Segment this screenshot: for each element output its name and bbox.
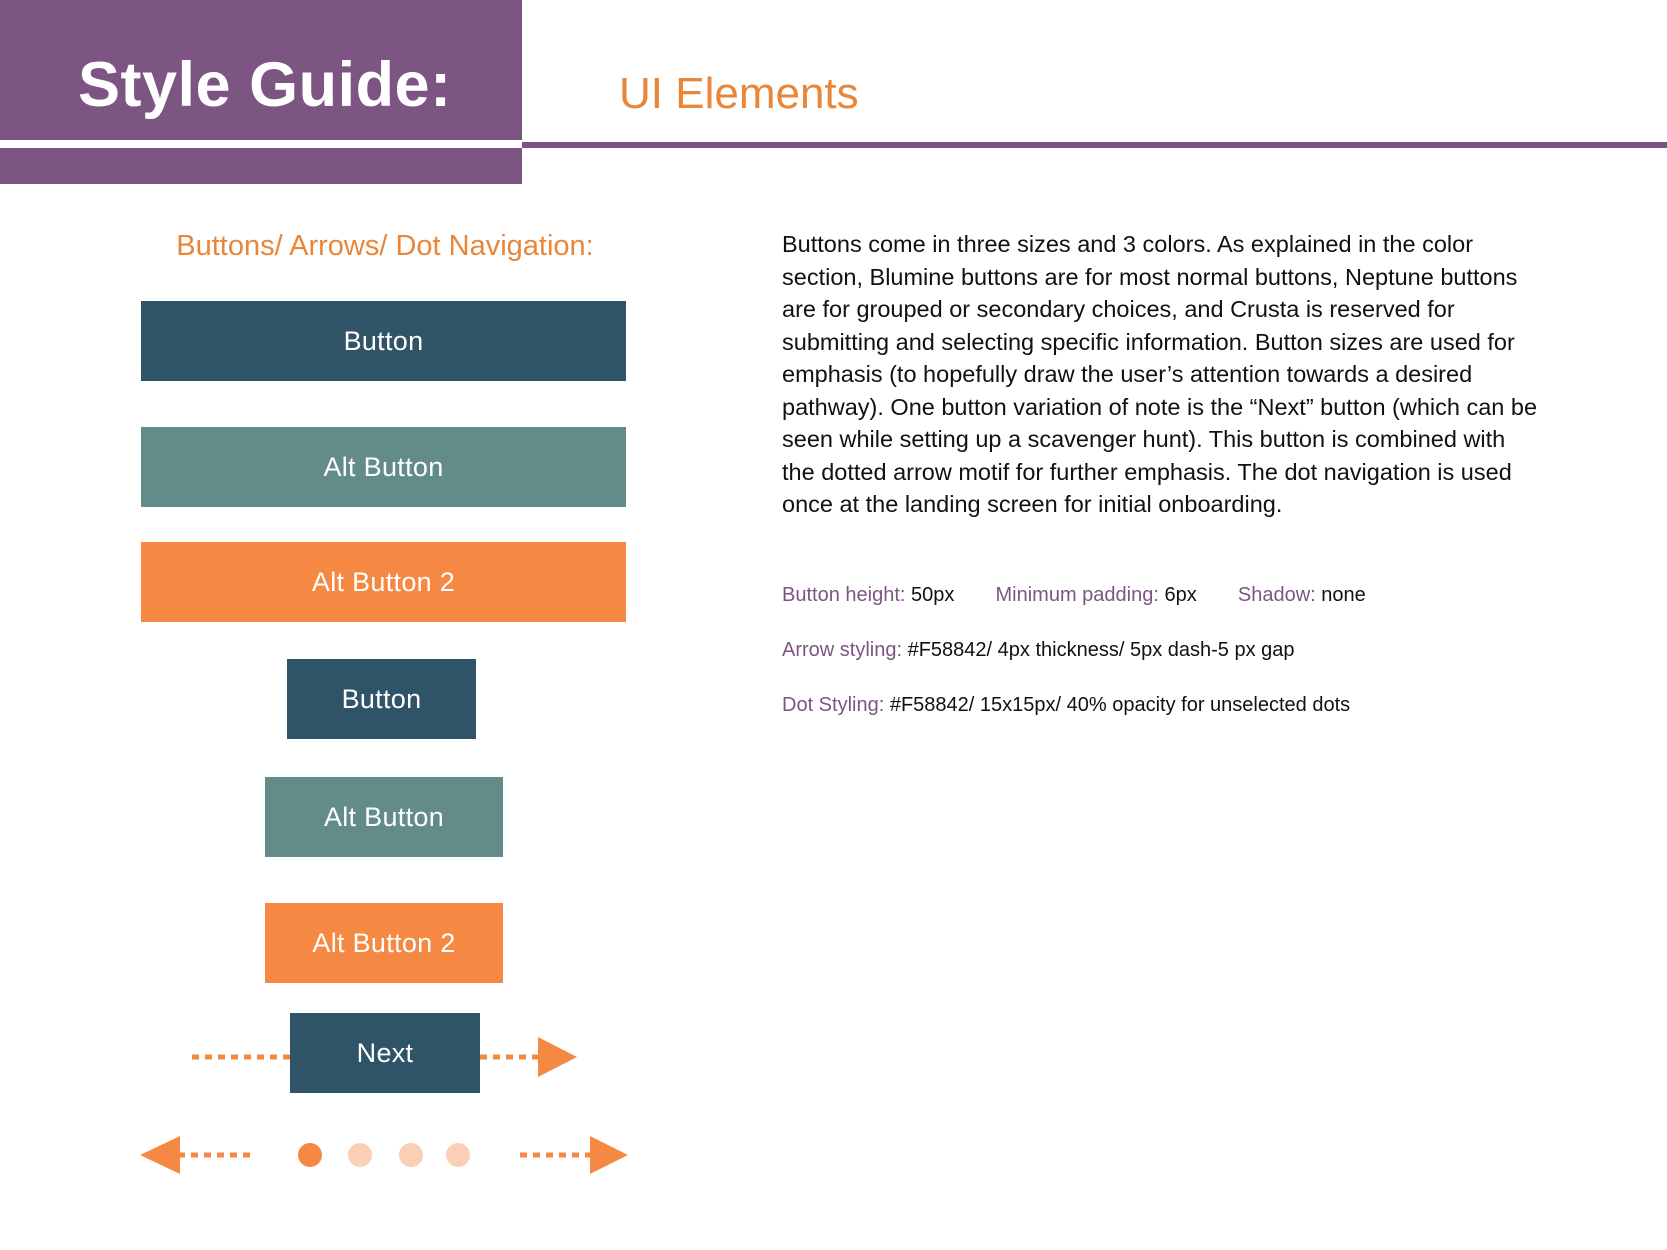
next-button[interactable]: Next xyxy=(290,1013,480,1093)
spec-row-arrow xyxy=(782,640,1295,660)
arrow-styling-value: #F58842/ 4px thickness/ 5px dash-5 px gap xyxy=(907,639,1295,661)
spec-row-button xyxy=(782,585,1366,605)
shadow-value: none xyxy=(1321,584,1366,606)
dot-nav-right-arrow-icon[interactable] xyxy=(520,1136,628,1174)
min-padding-label: Minimum padding: xyxy=(995,584,1159,606)
description-text: Buttons come in three sizes and 3 colors. As explained in the color section, Blumine buttons are for most normal buttons, Neptune buttons are for grouped or secondary choices, and Crusta is reserved for submitting and selecting specific information. Button sizes are used for emphasis (to hopefully draw the user’s attention towards a desired pathway). One button variation of note is the “Next” button (which can be seen while setting up a scavenger hunt). This button is combined with the dotted arrow motif for further emphasis. The dot navigation is used once at the landing screen for initial onboarding. xyxy=(782,231,1538,517)
nav-dot[interactable] xyxy=(399,1143,423,1167)
small-button-neptune[interactable]: Alt Button xyxy=(265,777,503,857)
dot-styling-label: Dot Styling: xyxy=(782,694,885,716)
large-button-blumine[interactable]: Button xyxy=(141,301,626,381)
nav-dot[interactable] xyxy=(348,1143,372,1167)
header-divider xyxy=(0,140,522,148)
nav-dot-selected[interactable] xyxy=(298,1143,322,1167)
section-title: Buttons/ Arrows/ Dot Navigation: xyxy=(176,230,594,262)
small-button-crusta[interactable]: Alt Button 2 xyxy=(265,903,503,983)
next-right-arrow-icon[interactable] xyxy=(480,1037,577,1077)
arrow-styling-label: Arrow styling: xyxy=(782,639,903,661)
page-title: Style Guide: xyxy=(78,50,452,120)
min-padding-value: 6px xyxy=(1164,584,1197,606)
large-button-neptune[interactable]: Alt Button xyxy=(141,427,626,507)
button-height-label: Button height: xyxy=(782,584,906,606)
header-rule xyxy=(522,142,1667,148)
button-height-value: 50px xyxy=(911,584,955,606)
spec-row-dot xyxy=(782,695,1350,715)
dot-styling-value: #F58842/ 15x15px/ 40% opacity for unselected dots xyxy=(889,694,1351,716)
dot-nav-left-arrow-icon[interactable] xyxy=(140,1136,250,1174)
large-button-crusta[interactable]: Alt Button 2 xyxy=(141,542,626,622)
shadow-label: Shadow: xyxy=(1237,584,1316,606)
small-button-blumine[interactable]: Button xyxy=(287,659,476,739)
page-subtitle: UI Elements xyxy=(619,69,859,118)
nav-dot[interactable] xyxy=(446,1143,470,1167)
